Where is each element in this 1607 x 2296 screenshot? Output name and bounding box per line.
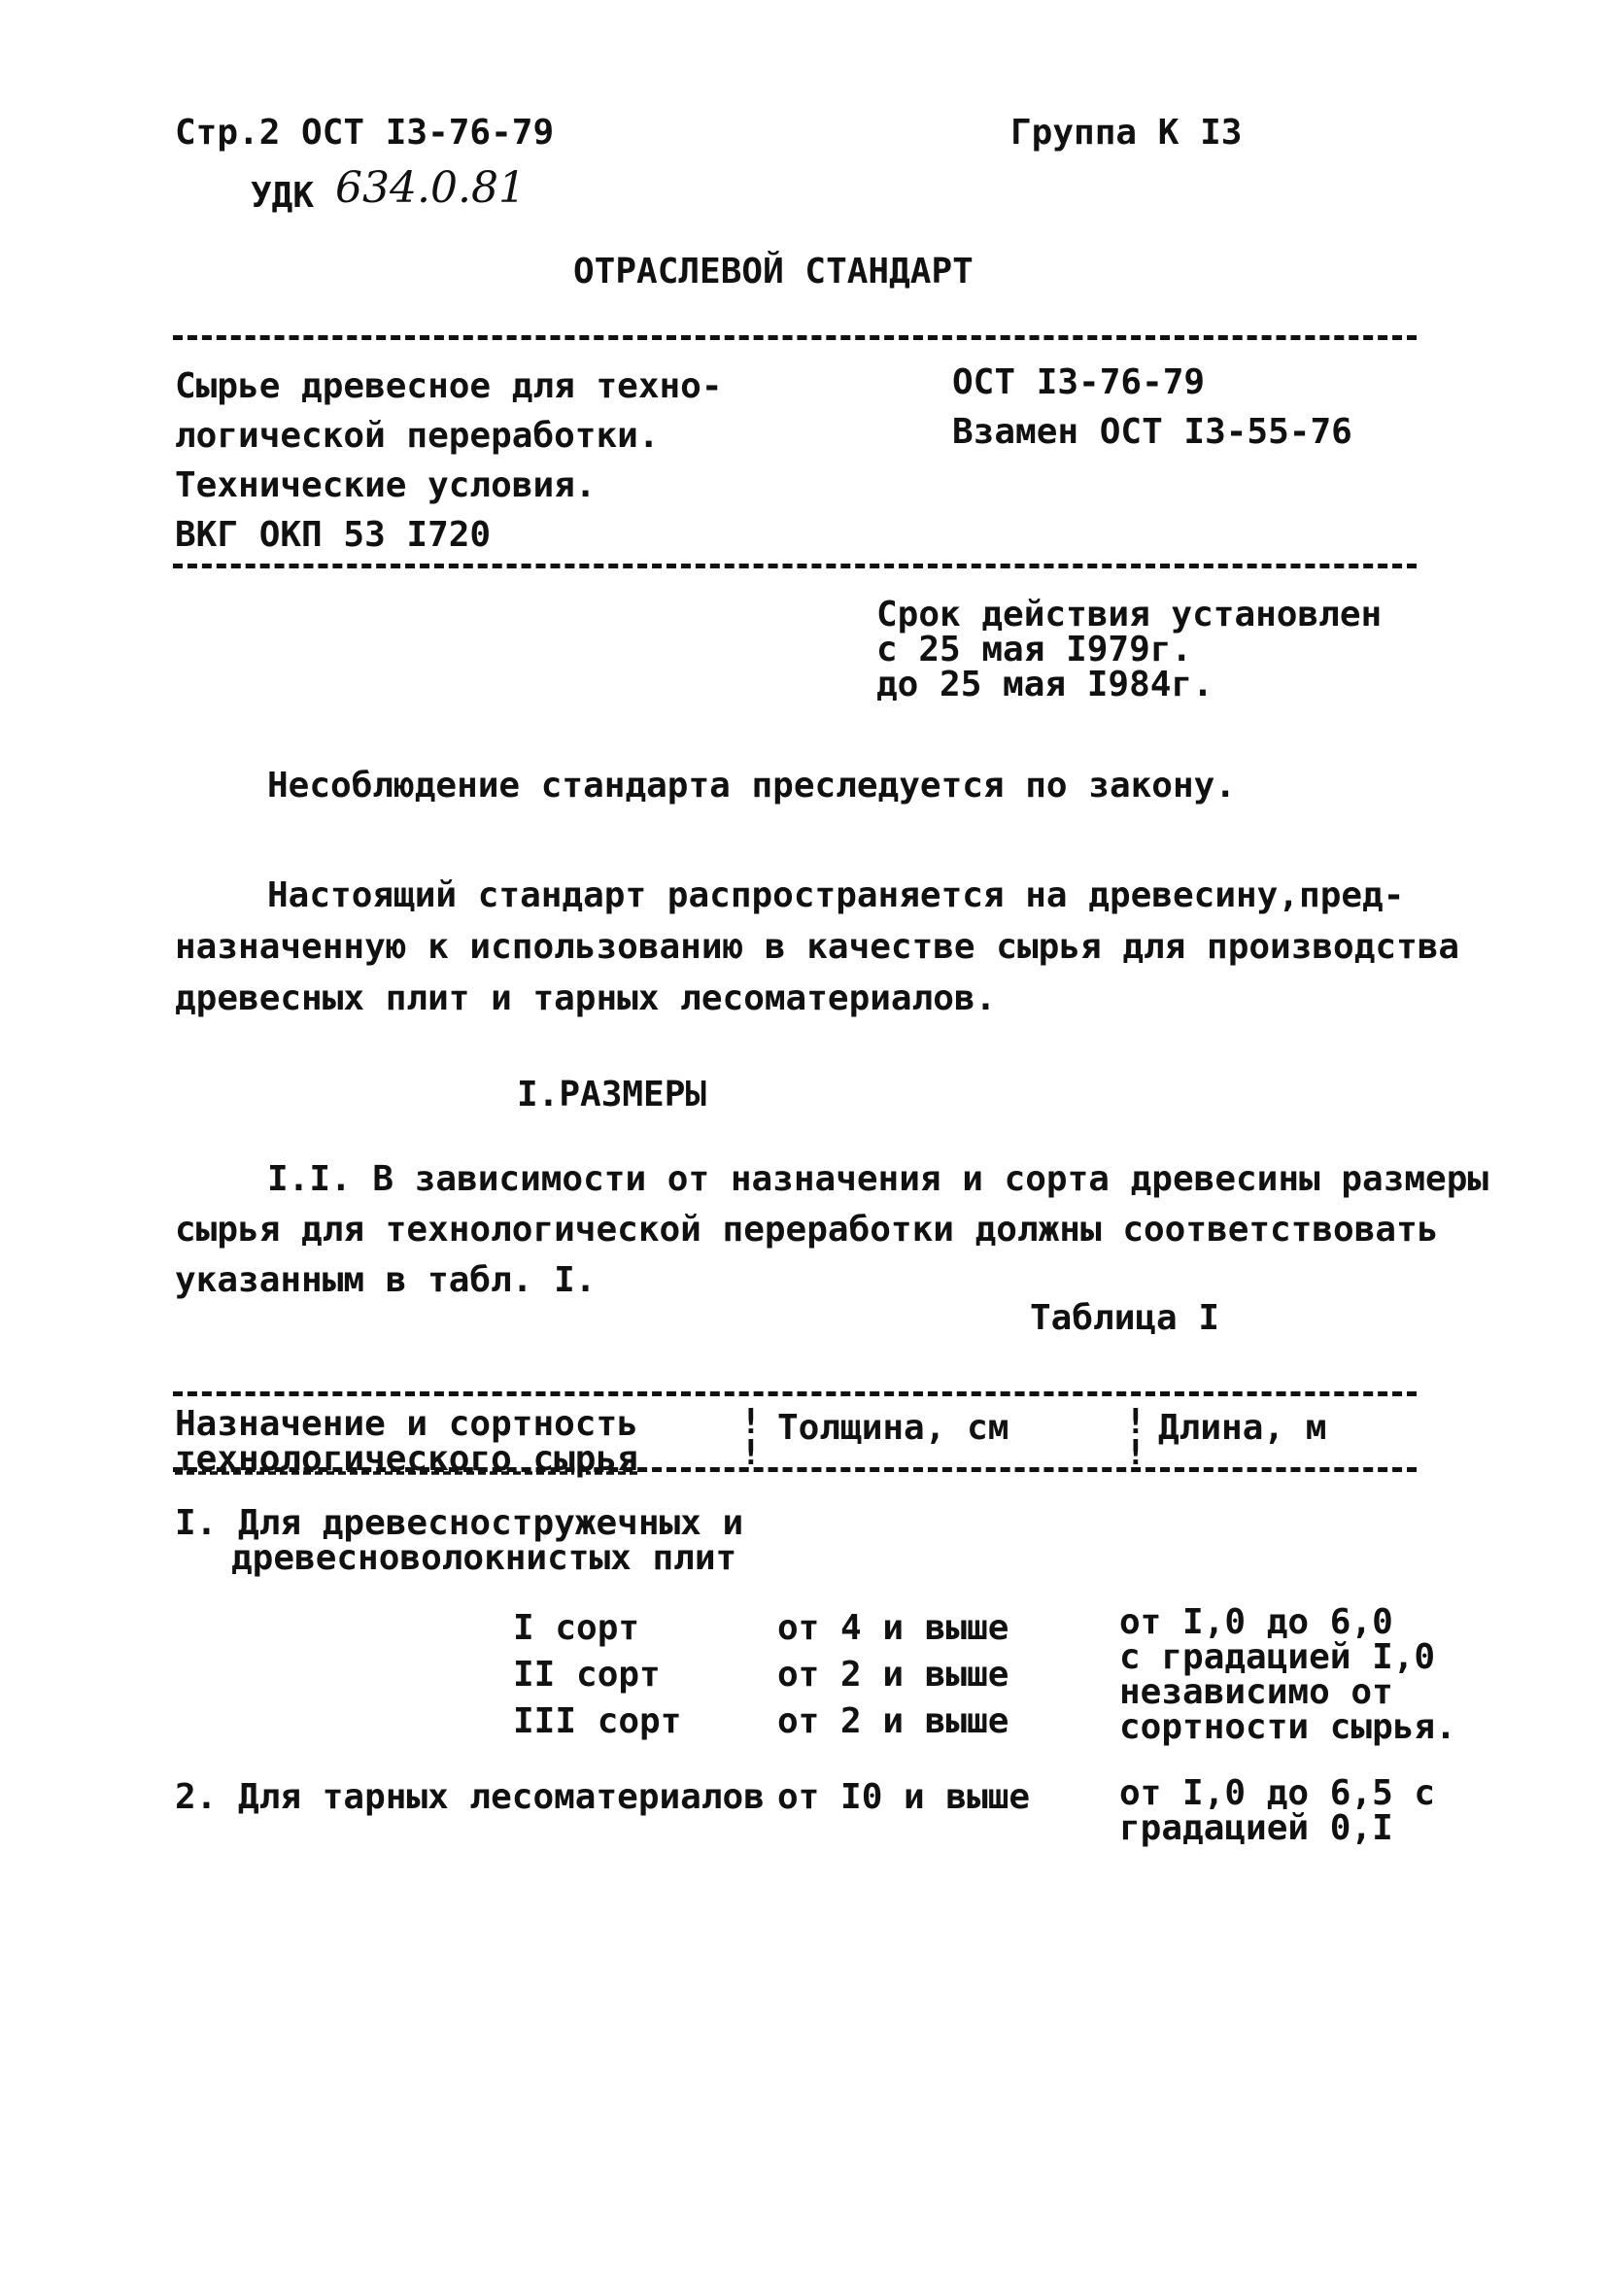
paragraph-line: указанным в табл. I. bbox=[175, 1260, 597, 1300]
length-spec bbox=[1119, 1773, 1436, 1848]
header-separator: ! ! bbox=[740, 1402, 762, 1474]
table-group-title bbox=[175, 1503, 744, 1578]
table-cell-thickness: от 4 и выше bbox=[777, 1608, 1009, 1648]
page-reference: Стр.2 ОСТ I3-76-79 bbox=[175, 113, 555, 153]
table-caption: Таблица I bbox=[1030, 1298, 1220, 1338]
table-cell-thickness: от 2 и выше bbox=[777, 1655, 1009, 1695]
table-cell-length: с градацией I,0 bbox=[1119, 1637, 1436, 1677]
paragraph-line: I.I. В зависимости от назначения и сорта древесины размеры bbox=[267, 1159, 1489, 1199]
table-header-length: Длина, м bbox=[1158, 1408, 1327, 1448]
udk-value-handwritten: 634.0.81 bbox=[335, 163, 526, 213]
udk-label: УДК bbox=[251, 176, 315, 216]
table-row-grade: III сорт bbox=[513, 1701, 682, 1741]
grade-list bbox=[513, 1605, 681, 1745]
document-title: ОТРАСЛЕВОЙ СТАНДАРТ bbox=[573, 252, 974, 291]
validity-line: до 25 мая I984г. bbox=[876, 665, 1214, 704]
table-row-grade: I сорт bbox=[513, 1608, 640, 1648]
table-row-grade: II сорт bbox=[513, 1655, 661, 1695]
table-cell-thickness: от 2 и выше bbox=[777, 1701, 1009, 1741]
document-name bbox=[175, 361, 723, 560]
section-heading: I.РАЗМЕРЫ bbox=[517, 1075, 707, 1114]
paragraph-line: назначенную к использованию в качестве сырья для производства bbox=[175, 927, 1460, 967]
table-cell-length: градацией 0,I bbox=[1119, 1808, 1393, 1848]
table-cell-length: сортности сырья. bbox=[1119, 1707, 1456, 1747]
section-paragraph bbox=[175, 1154, 1488, 1306]
header-separator: ! ! bbox=[1125, 1402, 1146, 1474]
table-group-title: 2. Для тарных лесоматериалов bbox=[175, 1777, 765, 1817]
table-cell-length: от I,0 до 6,0 bbox=[1119, 1602, 1393, 1642]
paragraph-line: сырья для технологической переработки должны соответствовать bbox=[175, 1210, 1439, 1250]
table-cell-length: независимо от bbox=[1119, 1672, 1393, 1712]
replaces-standard: Взамен ОСТ I3-55-76 bbox=[952, 412, 1352, 452]
divider-middle bbox=[173, 564, 1417, 568]
document-name-line: логической переработки. bbox=[175, 416, 660, 456]
standard-code: ОСТ I3-76-79 bbox=[952, 362, 1206, 402]
group-label: Группа К I3 bbox=[1010, 113, 1243, 153]
divider-top bbox=[173, 335, 1417, 340]
thickness-list bbox=[777, 1605, 1009, 1745]
table-cell-length: от I,0 до 6,5 с bbox=[1119, 1773, 1436, 1813]
table-cell-thickness: от I0 и выше bbox=[777, 1777, 1031, 1817]
document-name-line: Сырье древесное для техно- bbox=[175, 366, 723, 406]
validity-period bbox=[876, 595, 1383, 704]
document-name-line: Технические условия. bbox=[175, 465, 597, 505]
paragraph-line: древесных плит и тарных лесоматериалов. bbox=[175, 978, 997, 1018]
header-line: Назначение и сортность bbox=[175, 1404, 638, 1444]
scope-paragraph bbox=[175, 870, 1459, 1024]
paragraph-line: Настоящий стандарт распространяется на древесину,пред- bbox=[267, 875, 1405, 915]
table-header-border bbox=[173, 1467, 1417, 1472]
legal-warning: Несоблюдение стандарта преследуется по закону. bbox=[267, 766, 1236, 805]
validity-line: с 25 мая I979г. bbox=[876, 630, 1193, 669]
document-name-line: ВКГ ОКП 53 I720 bbox=[175, 515, 492, 555]
length-spec bbox=[1119, 1602, 1456, 1747]
table-header-thickness: Толщина, см bbox=[777, 1408, 1009, 1448]
table-top-border bbox=[173, 1391, 1417, 1396]
validity-line: Срок действия установлен bbox=[876, 595, 1383, 634]
group-title-line: I. Для древесностружечных и bbox=[175, 1503, 744, 1543]
header-line: технологического сырья bbox=[175, 1439, 638, 1479]
group-title-line: древесноволокнистых плит bbox=[231, 1538, 737, 1578]
